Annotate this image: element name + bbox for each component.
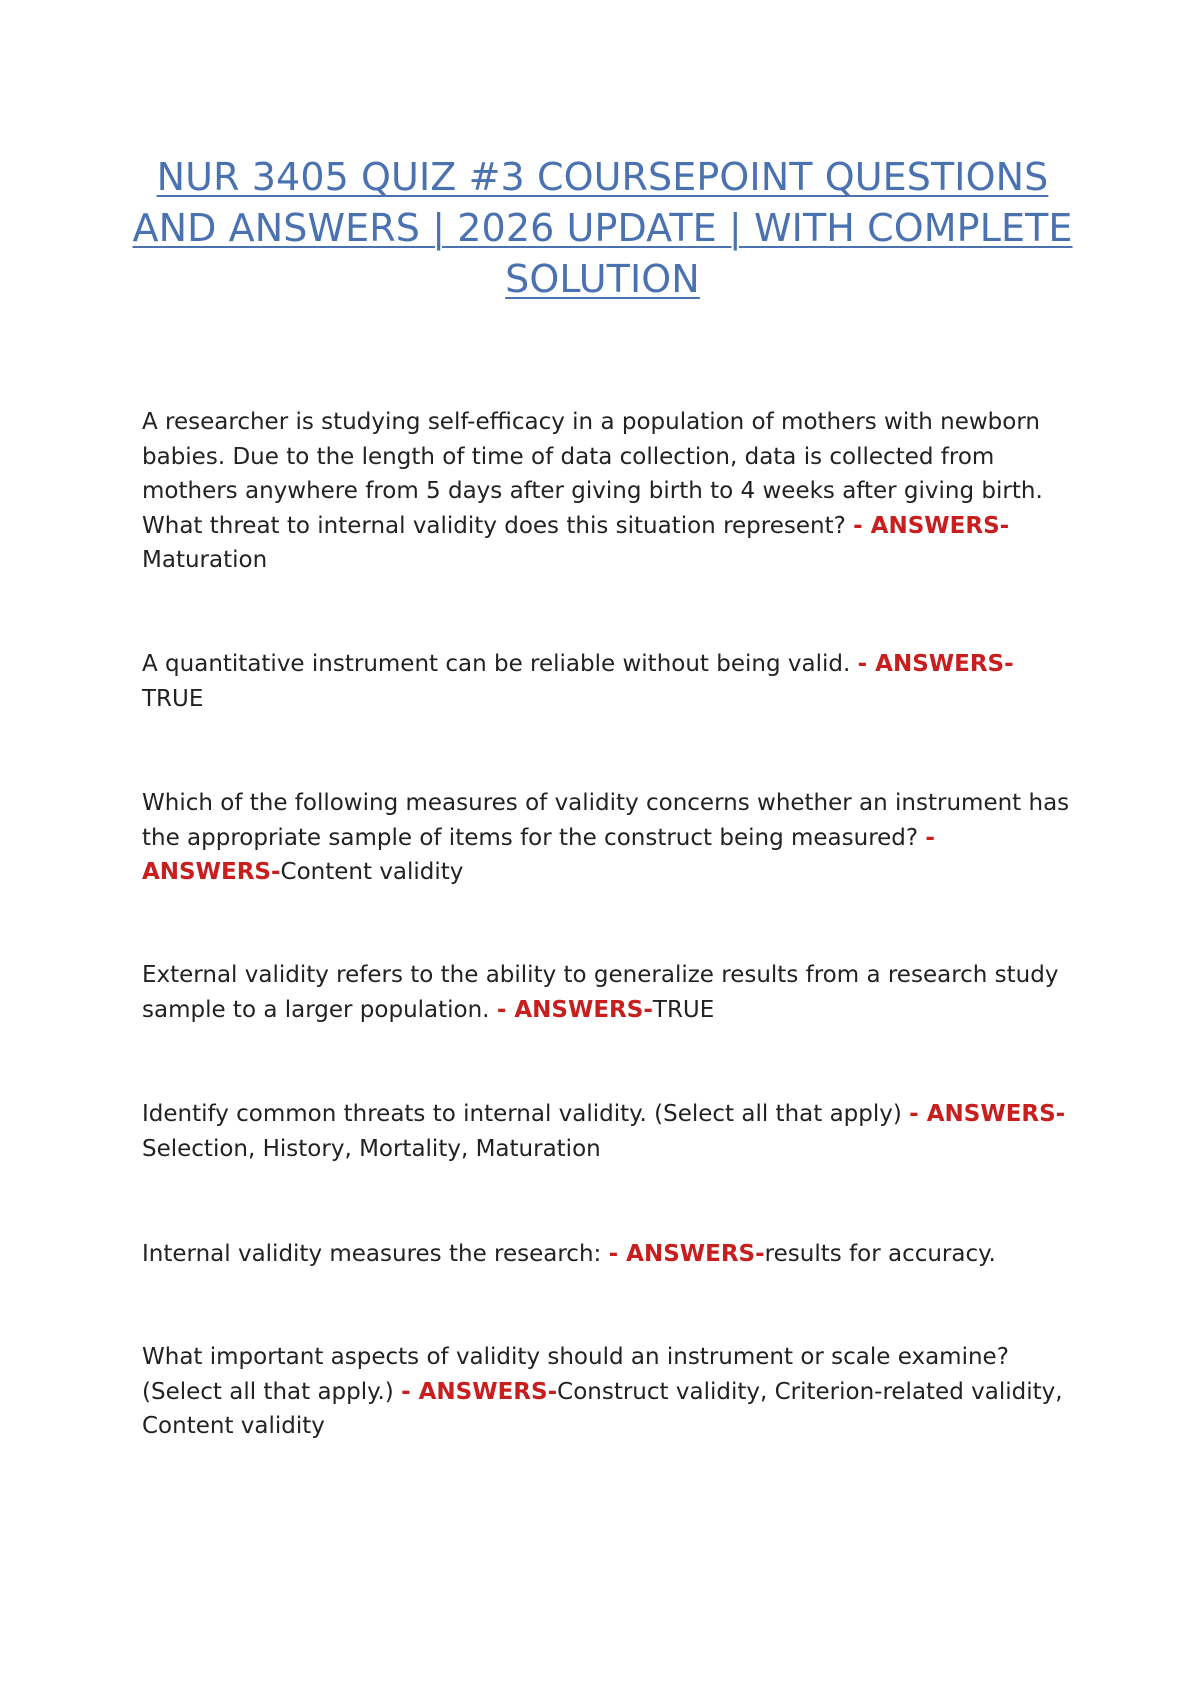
answer-marker: - ANSWERS- [142,824,935,885]
question-text: External validity refers to the ability to generalize results from a research study sample to a larger population. [142,962,1059,1023]
document-title[interactable]: NUR 3405 QUIZ #3 COURSEPOINT QUESTIONS AND ANSWERS | 2026 UPDATE | WITH COMPLETE SOLUTION [132,155,1073,301]
qa-item [142,1097,1072,1166]
answer-marker: - ANSWERS- [608,1241,765,1267]
qa-item [142,647,1072,716]
question-text: A researcher is studying self-efficacy in a population of mothers with newborn babies. Due to the length of time of data collection, data is collected from mothers anywhere from 5 days after giving birth to 4 weeks after giving birth. What threat to internal validity does this situation represent? [142,409,1043,539]
qa-item [142,786,1072,890]
question-text: What important aspects of validity should an instrument or scale examine? (Select all that apply.) [142,1344,1009,1405]
answer-text: TRUE [652,996,715,1023]
question-text: Identify common threats to internal validity. (Select all that apply) [142,1101,910,1127]
answer-marker: - ANSWERS- [853,512,1010,539]
qa-item [142,1237,1072,1272]
answer-text: TRUE [142,685,204,712]
answer-text: Maturation [142,547,268,573]
question-text: Which of the following measures of validity concerns whether an instrument has the appropriate sample of items for the construct being measured? [142,790,1070,851]
question-text: A quantitative instrument can be reliable without being valid. [142,651,858,677]
question-text: Internal validity measures the research: [142,1241,609,1267]
answer-text: Content validity [280,859,464,885]
answer-marker: - ANSWERS- [909,1101,1066,1127]
qa-item [142,405,1072,578]
answer-text: Selection, History, Mortality, Maturation [142,1135,601,1162]
answer-text: results for accuracy. [764,1241,996,1267]
answer-marker: - ANSWERS- [401,1378,558,1405]
qa-item [142,1340,1072,1444]
answer-text: Construct validity, Criterion-related validity, Content validity [142,1378,1063,1439]
qa-item [142,958,1072,1027]
answer-marker: - ANSWERS- [857,651,1014,677]
answer-marker: - ANSWERS- [496,996,653,1023]
